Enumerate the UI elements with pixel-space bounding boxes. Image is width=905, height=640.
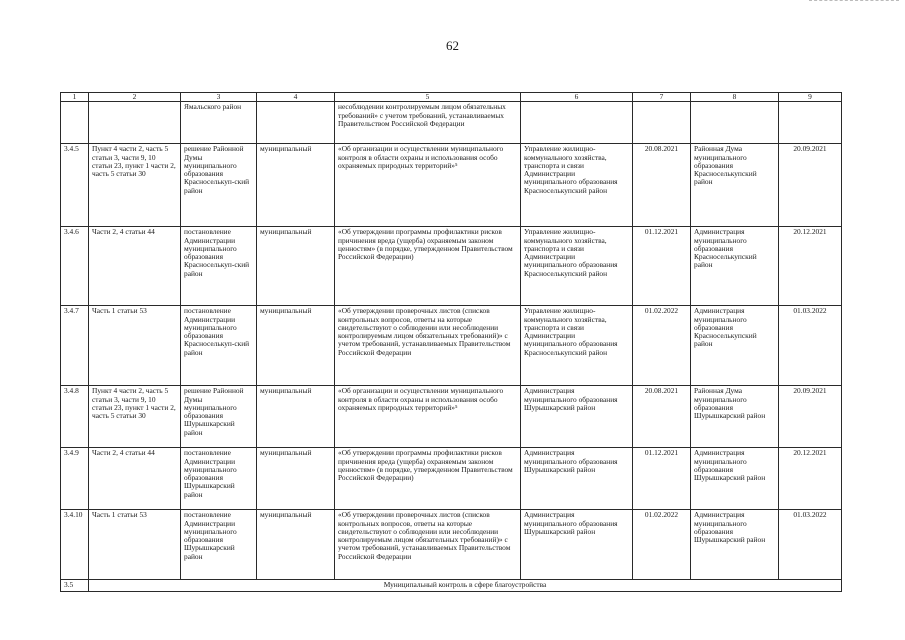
header-cell: 3 [181,93,257,102]
cell-doc-type: постановление Администрации муниципального образования Шурышкарский район [181,510,257,580]
section-title: Муниципальный контроль в сфере благоустройства [89,580,842,591]
cell-num [61,102,89,144]
cell-num: 3.4.5 [61,144,89,227]
cell-num: 3.4.9 [61,448,89,510]
cell-approver [691,102,779,144]
header-cell: 5 [335,93,521,102]
cell-developer: Управление жилищно-коммунального хозяйства, транспорта и связи Администрации муниципального образования Красноселькупский район [521,227,633,306]
cell-basis [89,102,181,144]
cell-title: несоблюдении контролируемым лицом обязательных требований» с учетом требований, устанавливаемых Правительством Российской Федерации [335,102,521,144]
cell-num: 3.4.7 [61,306,89,386]
section-row [61,580,842,591]
cell-doc-type: постановление Администрации муниципального образования Красноселькуп-ский район [181,306,257,386]
cell-date-approve: 20.09.2021 [779,144,842,227]
cell-doc-type: Ямальского район [181,102,257,144]
cell-doc-type: решение Районной Думы муниципального образования Красноселькуп-ский район [181,144,257,227]
cell-approver: Администрация муниципального образования Шурышкарский район [691,448,779,510]
cell-level: муниципальный [257,386,335,448]
cell-title: «Об организации и осуществлении муниципального контроля в области охраны и использования особо охраняемых природных территорий»⁵ [335,386,521,448]
cell-title: «Об утверждении программы профилактики рисков причинения вреда (ущерба) охраняемым законом ценностям» (в порядке, утвержденном Правительством Российской Федерации) [335,227,521,306]
cell-date-submit [633,102,691,144]
cell-date-submit: 20.08.2021 [633,386,691,448]
cell-developer [521,102,633,144]
cell-doc-type: постановление Администрации муниципального образования Шурышкарский район [181,448,257,510]
table-row [61,386,842,448]
cell-date-submit: 01.02.2022 [633,306,691,386]
cell-date-submit: 20.08.2021 [633,144,691,227]
continuation-row [61,102,842,144]
cell-approver: Администрация муниципального образования Шурышкарский район [691,510,779,580]
cell-date-approve: 01.03.2022 [779,510,842,580]
cell-approver: Администрация муниципального образования Красноселькупский район [691,306,779,386]
header-cell: 6 [521,93,633,102]
cell-date-approve: 01.03.2022 [779,306,842,386]
header-cell: 8 [691,93,779,102]
cell-date-submit: 01.12.2021 [633,227,691,306]
table-row [61,448,842,510]
table-row [61,227,842,306]
cell-basis: Часть 1 статьи 53 [89,510,181,580]
cell-title: «Об утверждении проверочных листов (списков контрольных вопросов, ответы на которые свидетельствуют о соблюдении или несоблюдении контролируемым лицом обязательных требований)» с учетом требований, устанавливаемых Правительством Российской Федерации [335,510,521,580]
cell-num: 3.4.6 [61,227,89,306]
cell-basis: Пункт 4 части 2, часть 5 статьи 3, части 9, 10 статьи 23, пункт 1 части 2, часть 5 статьи 30 [89,144,181,227]
table-row [61,144,842,227]
cell-approver: Районная Дума муниципального образования Шурышкарский район [691,386,779,448]
cell-date-approve: 20.12.2021 [779,227,842,306]
cell-num: 3.4.8 [61,386,89,448]
table-row [61,510,842,580]
cell-num: 3.4.10 [61,510,89,580]
cell-doc-type: решение Районной Думы муниципального образования Шурышкарский район [181,386,257,448]
cell-basis: Пункт 4 части 2, часть 5 статьи 3, части 9, 10 статьи 23, пункт 1 части 2, часть 5 статьи 30 [89,386,181,448]
cell-level: муниципальный [257,227,335,306]
cell-developer: Администрация муниципального образования Шурышкарский район [521,510,633,580]
cell-approver: Районная Дума муниципального образования Красноселькупский район [691,144,779,227]
cell-title: «Об организации и осуществлении муниципального контроля в области охраны и использования особо охраняемых природных территорий»⁵ [335,144,521,227]
cell-approver: Администрация муниципального образования Красноселькупский район [691,227,779,306]
scan-edge-mark [809,0,899,1]
column-number-header [61,93,842,102]
cell-level: муниципальный [257,448,335,510]
cell-date-approve: 20.09.2021 [779,386,842,448]
cell-title: «Об утверждении программы профилактики рисков причинения вреда (ущерба) охраняемым законом ценностям» (в порядке, утвержденном Правительством Российской Федерации) [335,448,521,510]
cell-date-approve: 20.12.2021 [779,448,842,510]
table-row [61,306,842,386]
cell-doc-type: постановление Администрации муниципального образования Красноселькуп-ский район [181,227,257,306]
cell-level [257,102,335,144]
cell-developer: Управление жилищно-коммунального хозяйства, транспорта и связи Администрации муниципального образования Красноселькупский район [521,144,633,227]
cell-level: муниципальный [257,144,335,227]
header-cell: 7 [633,93,691,102]
header-cell: 2 [89,93,181,102]
cell-developer: Управление жилищно-коммунального хозяйства, транспорта и связи Администрации муниципального образования Красноселькупский район [521,306,633,386]
cell-date-submit: 01.02.2022 [633,510,691,580]
cell-level: муниципальный [257,306,335,386]
cell-developer: Администрация муниципального образования Шурышкарский район [521,386,633,448]
header-cell: 1 [61,93,89,102]
cell-date-submit: 01.12.2021 [633,448,691,510]
header-cell: 4 [257,93,335,102]
cell-basis: Часть 1 статьи 53 [89,306,181,386]
cell-date-approve [779,102,842,144]
cell-level: муниципальный [257,510,335,580]
cell-developer: Администрация муниципального образования Шурышкарский район [521,448,633,510]
regulations-table [60,92,842,592]
cell-basis: Части 2, 4 статьи 44 [89,227,181,306]
header-cell: 9 [779,93,842,102]
page-number: 62 [446,38,459,53]
cell-title: «Об утверждении проверочных листов (списков контрольных вопросов, ответы на которые свидетельствуют о соблюдении или несоблюдении контролируемым лицом обязательных требований)» с учетом требований, устанавливаемых Правительством Российской Федерации [335,306,521,386]
section-number: 3.5 [61,580,89,591]
cell-basis: Части 2, 4 статьи 44 [89,448,181,510]
